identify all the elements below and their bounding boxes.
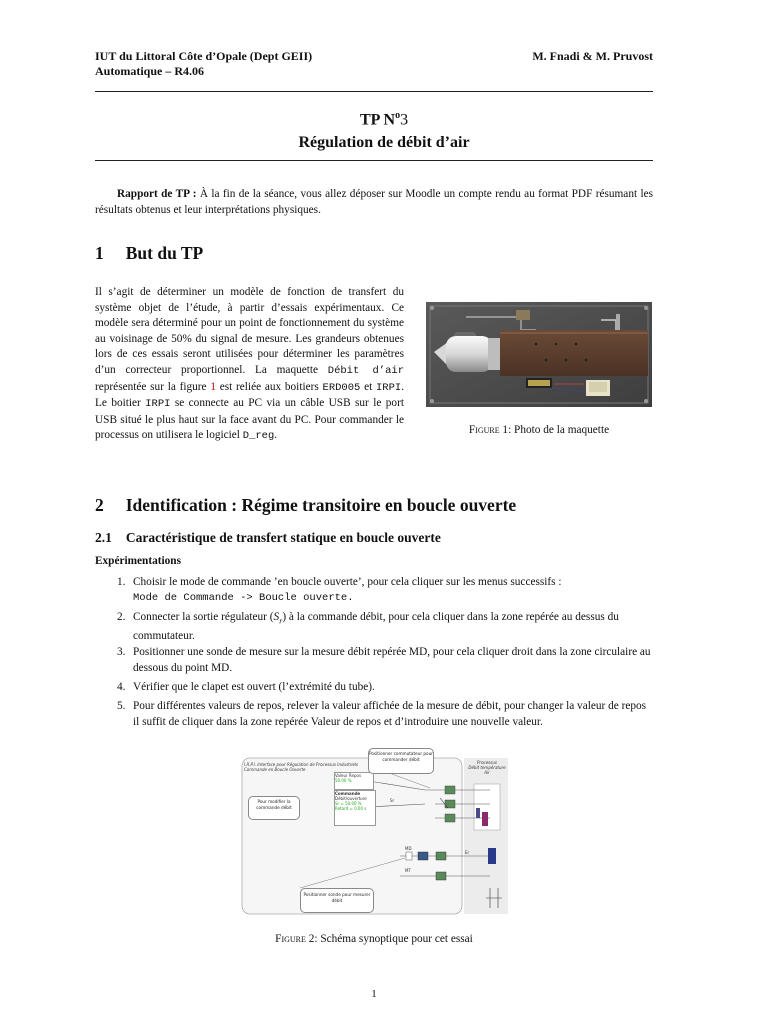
figure1-photo (426, 302, 652, 407)
list-item: 1. Choisir le mode de commande ’en boucle ouverte’, pour cela cliquer sur les menus successifs : Mode de Commande -> Boucle ouverte. (117, 576, 562, 604)
header-institution: IUT du Littoral Côte d’Opale (Dept GEII) (95, 49, 313, 63)
process-label: Processus Débit température Air (468, 760, 506, 775)
section1-heading: 1 But du TP (95, 243, 204, 263)
header-authors: M. Fnadi & M. Pruvost (532, 49, 653, 63)
list-item: 5. Pour différentes valeurs de repos, relever la valeur affichée de la mesure de débit, pour changer la valeur de repos il suffit de cliquer dans la zone repérée Valeur de repos et d’introduire une nouvelle valeur. (117, 700, 647, 728)
callout-commutateur: Positionner commutateur pour commander débit (368, 748, 434, 774)
callout-sonde: Positionner sonde pour mesurer débit (300, 888, 374, 913)
figure2-caption: Figure 2: Schéma synoptique pour cet essai (275, 933, 473, 945)
commande-box: Commande Débit/ouverture Sr = 50.00 % Retard = 0.00 s (334, 790, 376, 826)
page-number: 1 (371, 988, 377, 1000)
figure2-diagram (240, 748, 510, 916)
experimentations-heading: Expérimentations (95, 555, 181, 567)
label-sr: Sr (390, 798, 395, 803)
tp-title: TP $N^o3$ (359, 110, 409, 129)
label-er: Er (465, 850, 470, 855)
section2-heading: 2 Identification : Régime transitoire en boucle ouverte (95, 495, 517, 515)
list-item: 2. Connecter la sortie régulateur $(S_r)$ à la commande débit, pour cela cliquer dans la zone repérée au dessus du commutateur. (117, 611, 619, 642)
list-item: 3. Positionner une sonde de mesure sur la mesure débit repérée MD, pour cela cliquer droit dans la zone circulaire au dessous du point MD. (117, 646, 651, 674)
label-mt: MT (405, 868, 411, 873)
section1-paragraph: Il s’agit de déterminer un modèle de fonction de transfert du système objet de l’étude, à partir d’essais expérimentaux. Ce modèle sera déterminé pour un point de fonctionnement du système au voisinage de 50% du signal de mesure. Les grandeurs obtenues lors de ces essais seront utilisées pour déterminer les paramètres d’un correcteur proportionnel. La maquette Débit d’air représentée sur la figure 1 est reliée aux boitiers ERD005 et IRPI. Le boitier IRPI se connecte au PC via un câble USB sur le port USB situé le plus haut sur la face avant du PC. Pour commander le processus on utilisera le logiciel D_reg. (95, 286, 405, 443)
report-paragraph: Rapport de TP : À la fin de la séance, vous allez déposer sur Moodle un compte rendu au format PDF résumant les résultats obtenus et leur interprétations physiques. (95, 188, 653, 216)
list-item: 4. Vérifier que le clapet est ouvert (l’extrémité du tube). (117, 681, 375, 693)
header-rule (95, 91, 653, 92)
diagram-title: I.R.P.I. Interface pour Régulation de Processus Industriels (244, 762, 359, 767)
label-md[interactable]: MD (405, 846, 412, 851)
diagram-subtitle: Commande en Boucle Ouverte (244, 767, 306, 772)
valeur-repos-box[interactable]: Valeur Repos 50.00 % (334, 772, 374, 790)
callout-modifier-commande: Pour modifier la commande débit (248, 796, 300, 820)
title-rule (95, 160, 653, 161)
subsection-2-1-heading: 2.1 Caractéristique de transfert statique en boucle ouverte (95, 530, 441, 545)
header-course: Automatique – R4.06 (95, 64, 205, 78)
tp-subtitle: Régulation de débit d’air (298, 134, 470, 151)
figure1-caption: Figure 1: Photo de la maquette (468, 424, 610, 436)
